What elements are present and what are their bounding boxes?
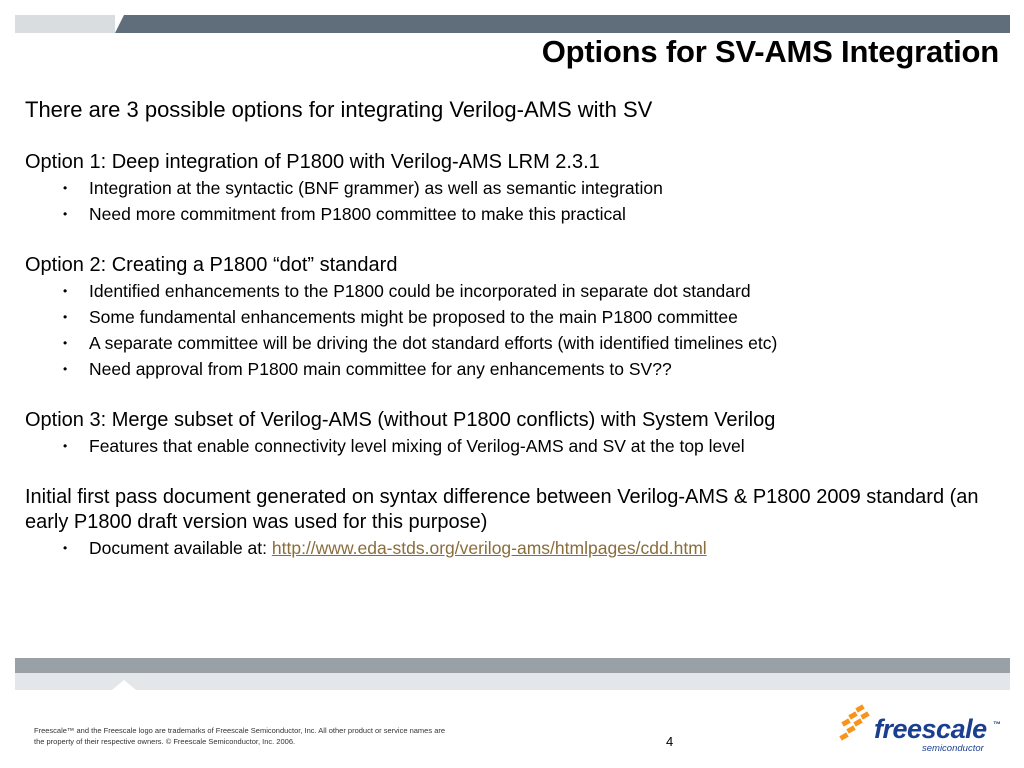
footer-band-light-segment bbox=[15, 673, 1010, 690]
option-1-bullets bbox=[25, 175, 1010, 227]
intro-text: There are 3 possible options for integrating Verilog-AMS with SV bbox=[25, 97, 653, 122]
list-item: • Need more commitment from P1800 committee to make this practical bbox=[63, 201, 1010, 227]
header-band-light-segment bbox=[15, 15, 115, 33]
freescale-logo-mark-icon bbox=[836, 704, 876, 744]
option-3-bullets bbox=[25, 433, 1010, 459]
bullet-icon: • bbox=[63, 181, 68, 195]
option-3-heading: Option 3: Merge subset of Verilog-AMS (without P1800 conflicts) with System Verilog bbox=[25, 409, 776, 431]
closing-bullets bbox=[25, 535, 1010, 561]
option-2-block bbox=[25, 253, 1010, 382]
list-item: • Features that enable connectivity level mixing of Verilog-AMS and SV at the top level bbox=[63, 433, 1010, 459]
bullet-icon: • bbox=[63, 336, 68, 350]
footer-band-dark-segment bbox=[15, 658, 1010, 673]
header-band-dark-segment bbox=[124, 15, 1010, 33]
freescale-logo bbox=[836, 698, 1006, 762]
page-number: 4 bbox=[666, 734, 674, 749]
legal-line-1: Freescale™ and the Freescale logo are trademarks of Freescale Semiconductor, Inc. All other product or service names are bbox=[34, 726, 446, 735]
slide-content bbox=[25, 96, 1010, 561]
trademark-symbol: ™ bbox=[993, 720, 1001, 729]
closing-heading: Initial first pass document generated on syntax difference between Verilog-AMS & P1800 2009 standard (an early P1800 draft version was used for this purpose) bbox=[25, 486, 979, 533]
option-1-block bbox=[25, 150, 1010, 227]
bullet-icon: • bbox=[63, 362, 68, 376]
list-item: • Need approval from P1800 main committee for any enhancements to SV?? bbox=[63, 356, 1010, 382]
bullet-icon: • bbox=[63, 310, 68, 324]
bullet-icon: • bbox=[63, 439, 68, 453]
bullet-icon: • bbox=[63, 541, 68, 555]
footer-legal-notice bbox=[34, 725, 534, 747]
option-2-heading: Option 2: Creating a P1800 “dot” standard bbox=[25, 254, 398, 276]
list-item: • Integration at the syntactic (BNF grammer) as well as semantic integration bbox=[63, 175, 1010, 201]
bottom-footer-band bbox=[0, 658, 1024, 692]
list-item: • A separate committee will be driving the dot standard efforts (with identified timelines etc) bbox=[63, 330, 1010, 356]
document-available-label: Document available at: bbox=[89, 538, 272, 558]
freescale-wordmark: freescale bbox=[874, 714, 987, 744]
header-band-notch bbox=[115, 15, 124, 33]
list-item bbox=[63, 535, 1010, 561]
option-2-bullets bbox=[25, 278, 1010, 382]
slide-title: Options for SV-AMS Integration bbox=[541, 34, 999, 69]
footer-band-notch bbox=[112, 680, 136, 690]
semiconductor-tagline: semiconductor bbox=[922, 743, 984, 754]
option-1-heading: Option 1: Deep integration of P1800 with Verilog-AMS LRM 2.3.1 bbox=[25, 151, 600, 173]
closing-block bbox=[25, 485, 1010, 561]
option-3-block bbox=[25, 408, 1010, 459]
top-header-band bbox=[0, 15, 1024, 33]
list-item: • Some fundamental enhancements might be proposed to the main P1800 committee bbox=[63, 304, 1010, 330]
cdd-document-link[interactable]: http://www.eda-stds.org/verilog-ams/htmlpages/cdd.html bbox=[271, 538, 707, 558]
list-item: • Identified enhancements to the P1800 could be incorporated in separate dot standard bbox=[63, 278, 1010, 304]
bullet-icon: • bbox=[63, 284, 68, 298]
legal-line-2: the property of their respective owners. © Freescale Semiconductor, Inc. 2006. bbox=[34, 737, 296, 746]
bullet-icon: • bbox=[63, 207, 68, 221]
